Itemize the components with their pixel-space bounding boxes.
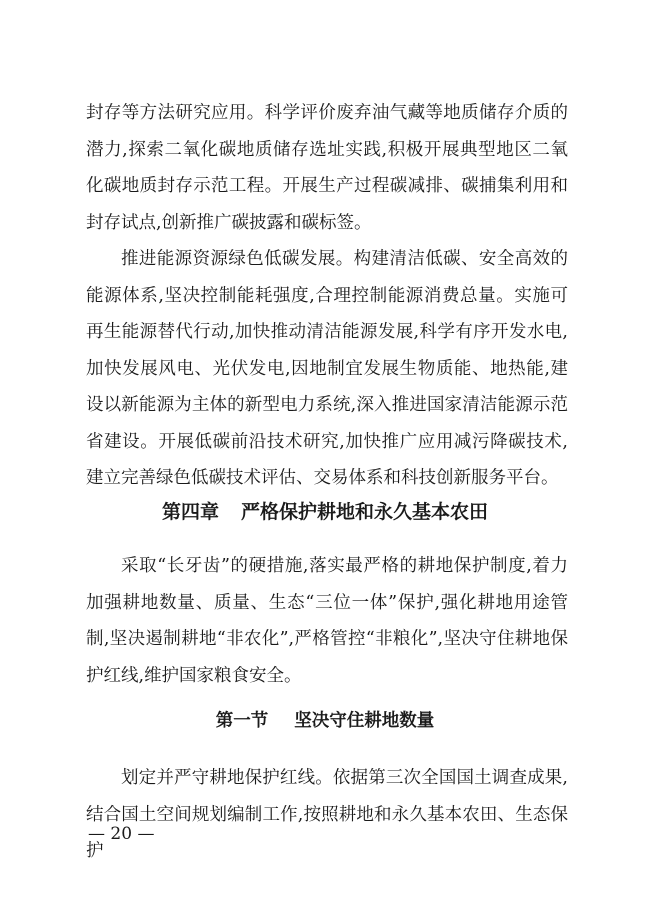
paragraph-farmland-protection: 采取“长牙齿”的硬措施,落实最严格的耕地保护制度,着力加强耕地数量、质量、生态“三位一体”保护,强化耕地用途管制,坚决遏制耕地“非农化”,严格管控“非粮化”,坚决守住耕地保护红线,维护国家粮食安全。 — [86, 556, 568, 686]
chapter-title: 严格保护耕地和永久基本农田 — [241, 501, 489, 523]
section-title: 坚决守住耕地数量 — [294, 711, 435, 731]
paragraph-energy-transition: 推进能源资源绿色低碳发展。构建清洁低碳、安全高效的能源体系,坚决控制能耗强度,合理控制能源消费总量。实施可再生能源替代行动,加快推动清洁能源发展,科学有序开发水电,加快发展风电、光伏发电,因地制宜发展生物质能、地热能,建设以新能源为主体的新型电力系统,深入推进国家清洁能源示范省建设。开展低碳前沿技术研究,加快推广应用减污降碳技术,建立完善绿色低碳技术评估、交易体系和科技创新服务平台。 — [86, 249, 568, 488]
paragraph-carbon-storage: 封存等方法研究应用。科学评价废弃油气藏等地质储存介质的潜力,探索二氧化碳地质储存选址实践,积极开展典型地区二氧化碳地质封存示范工程。开展生产过程碳减排、碳捕集利用和封存试点,创新推广碳披露和碳标签。 — [86, 103, 568, 233]
chapter-number: 第四章 — [161, 501, 219, 523]
chapter-heading — [0, 497, 650, 527]
page-number: — 20 — — [88, 824, 155, 844]
section-heading — [0, 706, 650, 736]
paragraph-red-line: 划定并严守耕地保护红线。依据第三次全国国土调查成果,结合国土空间规划编制工作,按照耕地和永久基本农田、生态保护 — [86, 768, 568, 861]
section-number: 第一节 — [215, 711, 269, 731]
